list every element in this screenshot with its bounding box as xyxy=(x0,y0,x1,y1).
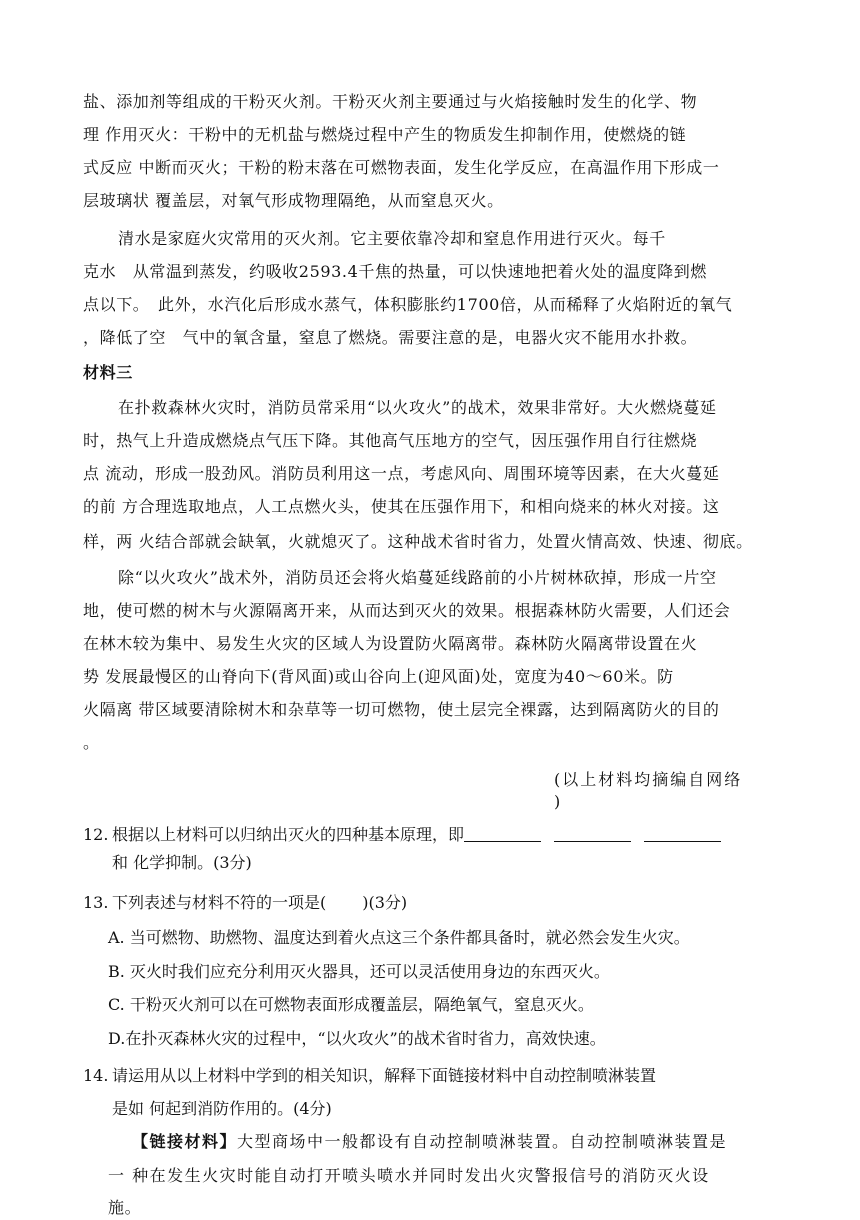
option-c: C. 干粉灭火剂可以在可燃物表面形成覆盖层，隔绝氧气，窒息灭火。 xyxy=(108,995,594,1014)
link-material-text: 大型商场中一般都设有自动控制喷淋装置。自动控制喷淋装置是 xyxy=(237,1132,728,1151)
question-text: 根据以上材料可以归纳出灭火的四种基本原理，即 xyxy=(112,825,465,844)
option-d: D.在扑灭森林火灾的过程中，“以火攻火”的战术省时省力，高效快速。 xyxy=(108,1029,606,1048)
material3-line: 火隔离 带区域要清除树木和杂草等一切可燃物，使土层完全裸露，达到隔离防火的目的 xyxy=(83,700,720,719)
question-score: )(3分) xyxy=(362,893,408,912)
material3-heading: 材料三 xyxy=(83,363,133,382)
material3-line: 时，热气上升造成燃烧点气压下降。其他高气压地方的空气，因压强作用自行往燃烧 xyxy=(83,431,698,450)
material2-line: 点以下。 此外，水汽化后形成水蒸气，体积膨胀约1700倍，从而稀释了火焰附近的氧气 xyxy=(83,295,733,314)
question-number: 12. xyxy=(83,825,109,844)
question-12 xyxy=(83,825,721,845)
question-12-line2: 和 化学抑制。(3分) xyxy=(112,853,252,872)
material3-line: 样，两 火结合部就会缺氧，火就熄灭了。这种战术省时省力，处置火情高效、快速、彻底。 xyxy=(83,532,753,551)
answer-blank[interactable] xyxy=(554,825,631,842)
material2-line: 克水 从常温到蒸发，约吸收2593.4千焦的热量，可以快速地把着火处的温度降到燃 xyxy=(83,262,707,281)
material3-line: 。 xyxy=(83,733,100,752)
link-material-label: 【链接材料】 xyxy=(132,1132,238,1151)
option-b: B. 灭火时我们应充分利用灭火器具，还可以灵活使用身边的东西灭火。 xyxy=(108,962,610,981)
material2-line: 盐、添加剂等组成的干粉灭火剂。干粉灭火剂主要通过与火焰接触时发生的化学、物 xyxy=(83,92,698,111)
question-text: 下列表述与材料不符的一项是( xyxy=(112,893,327,912)
question-14-line2: 是如 何起到消防作用的。(4分) xyxy=(112,1099,332,1118)
source-note-close: ) xyxy=(554,792,563,811)
question-14 xyxy=(83,1066,656,1086)
question-13 xyxy=(83,893,407,913)
answer-blank[interactable] xyxy=(464,825,541,842)
link-material-line: 一 种在发生火灾时能自动打开喷头喷水并同时发出火灾警报信号的消防灭火设 xyxy=(108,1166,710,1185)
material2-line: 清水是家庭火灾常用的灭火剂。它主要依靠冷却和窒息作用进行灭火。每千 xyxy=(118,229,666,248)
option-a: A. 当可燃物、助燃物、温度达到着火点这三个条件都具备时，就必然会发生火灾。 xyxy=(108,928,690,947)
answer-blank[interactable] xyxy=(644,825,721,842)
link-material-line: 施。 xyxy=(108,1198,142,1217)
material2-line: ，降低了空 气中的氧含量，窒息了燃烧。需要注意的是，电器火灾不能用水扑救。 xyxy=(83,328,698,347)
material3-line: 点 流动，形成一股劲风。消防员利用这一点，考虑风向、周围环境等因素，在大火蔓延 xyxy=(83,464,720,483)
link-material xyxy=(132,1132,782,1152)
question-number: 14. xyxy=(83,1066,109,1085)
material2-line: 式反应 中断而灭火；干粉的粉末落在可燃物表面，发生化学反应，在高温作用下形成一 xyxy=(83,158,720,177)
material3-line: 势 发展最慢区的山脊向下(背风面)或山谷向上(迎风面)处，宽度为40～60米。防 xyxy=(83,667,674,686)
material3-line: 地，使可燃的树木与火源隔离开来，从而达到灭火的效果。根据森林防火需要，人们还会 xyxy=(83,601,731,620)
material3-line: 在扑救森林火灾时，消防员常采用“以火攻火”的战术，效果非常好。大火燃烧蔓延 xyxy=(118,398,717,417)
material3-line: 除“以火攻火”战术外，消防员还会将火焰蔓延线路前的小片树林砍掉，形成一片空 xyxy=(118,568,717,587)
material2-line: 理 作用灭火：干粉中的无机盐与燃烧过程中产生的物质发生抑制作用，使燃烧的链 xyxy=(83,125,687,144)
question-number: 13. xyxy=(83,893,109,912)
material3-line: 在林木较为集中、易发生火灾的区域人为设置防火隔离带。森林防火隔离带设置在火 xyxy=(83,634,698,653)
source-note: (以上材料均摘编自网络 xyxy=(554,770,743,789)
question-text: 请运用从以上材料中学到的相关知识，解释下面链接材料中自动控制喷淋装置 xyxy=(112,1066,657,1085)
material2-line: 层玻璃状 覆盖层，对氧气形成物理隔绝，从而窒息灭火。 xyxy=(83,191,504,210)
material3-line: 的前 方合理选取地点，人工点燃火头，使其在压强作用下，和相向烧来的林火对接。这 xyxy=(83,497,720,516)
